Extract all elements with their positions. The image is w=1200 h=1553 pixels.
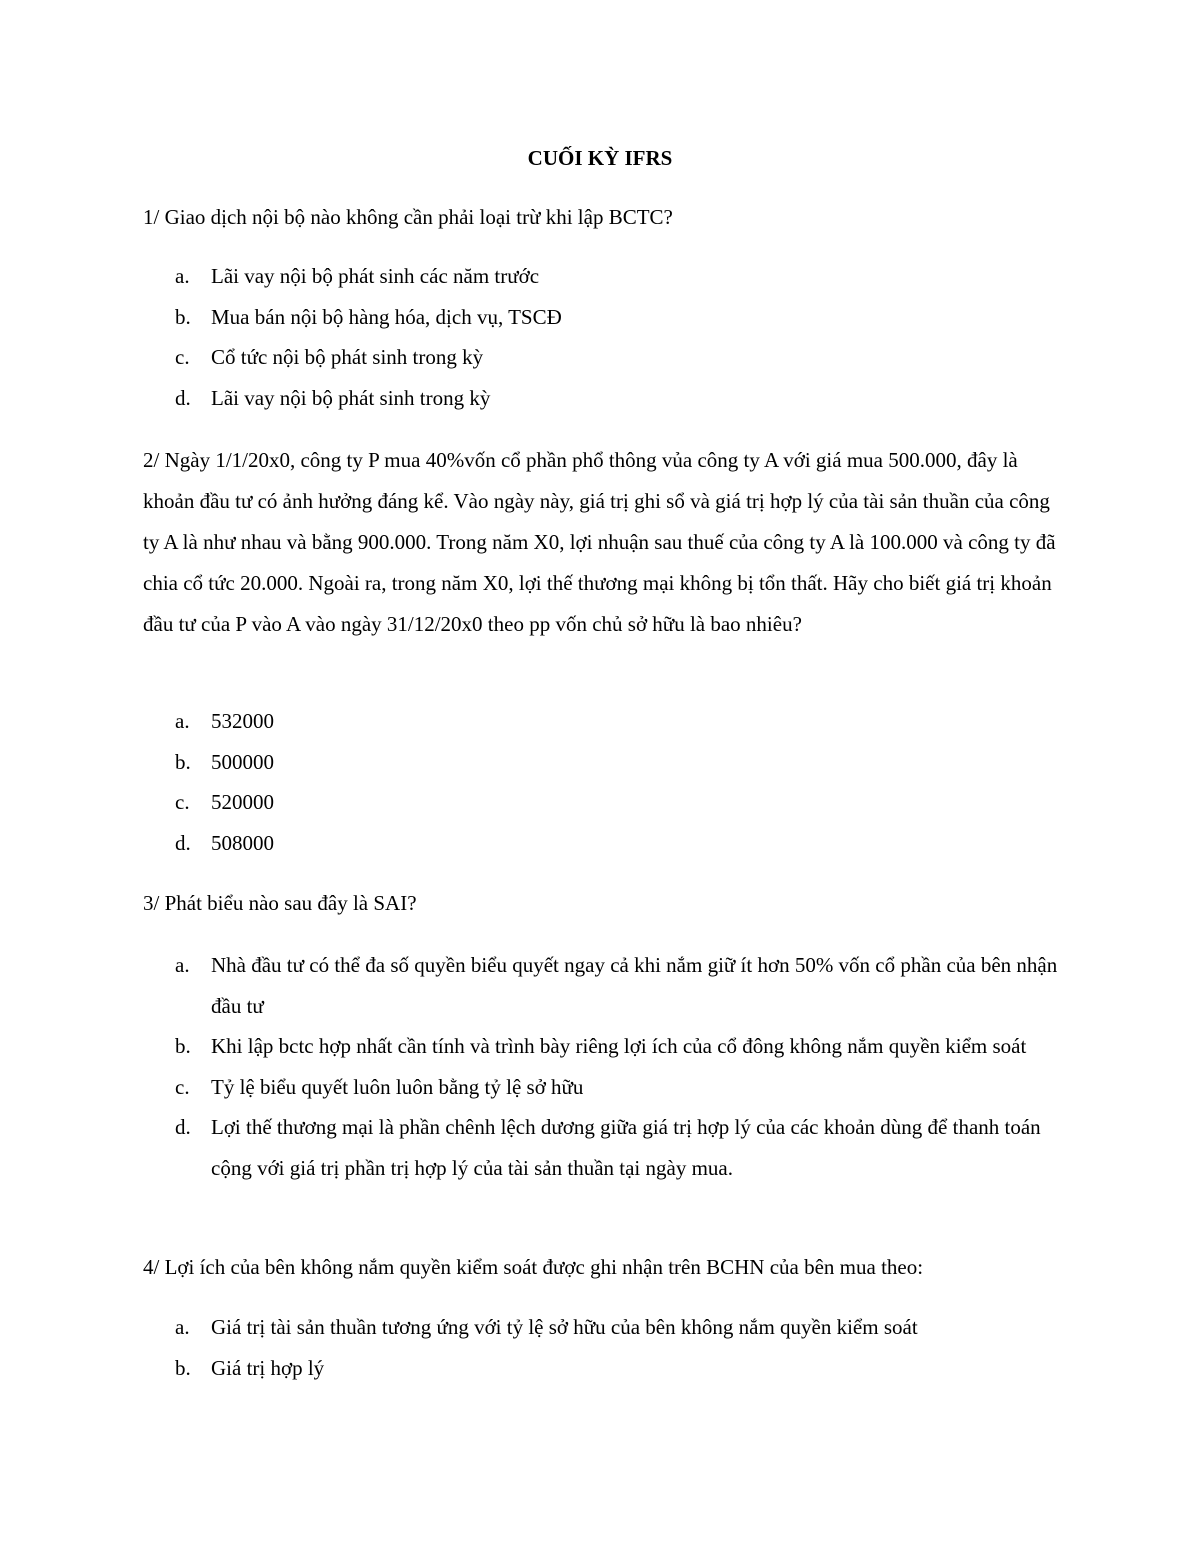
- option-1b: [143, 297, 1068, 338]
- option-letter: c.: [175, 1074, 190, 1099]
- question-1: 1/ Giao dịch nội bộ nào không cần phải loại trừ khi lập BCTC?: [143, 205, 673, 229]
- option-3a: [143, 945, 1068, 1026]
- question-2-options: [143, 701, 1068, 863]
- option-2d: [143, 823, 1068, 864]
- option-4b: [143, 1348, 1068, 1389]
- option-letter: a.: [175, 953, 190, 977]
- option-2c: [143, 782, 1068, 823]
- option-1c: [143, 337, 1068, 378]
- option-text: Mua bán nội bộ hàng hóa, dịch vụ, TSCĐ: [211, 304, 562, 329]
- option-letter: c.: [175, 345, 190, 369]
- option-text: 520000: [211, 790, 274, 814]
- option-3b: [143, 1026, 1068, 1067]
- option-text: Nhà đầu tư có thể đa số quyền biểu quyết ngay cả khi nắm giữ ít hơn 50% vốn cổ phần của bên nhận đầu tư: [211, 953, 1058, 1018]
- option-text: Lãi vay nội bộ phát sinh trong kỳ: [211, 385, 491, 410]
- question-3-options: [143, 945, 1068, 1188]
- option-text: 532000: [211, 709, 274, 733]
- question-2: 2/ Ngày 1/1/20x0, công ty P mua 40%vốn cổ phần phổ thông vủa công ty A với giá mua 500.000, đây là khoản đầu tư có ảnh hưởng đáng kể. Vào ngày này, giá trị ghi sổ và giá trị hợp lý của tài sản thuần của công ty A là như nhau và bằng 900.000. Trong năm X0, lợi nhuận sau thuế của công ty A là 100.000 và công ty đã chia cổ tức 20.000. Ngoài ra, trong năm X0, lợi thế thương mại không bị tổn thất. Hãy cho biết giá trị khoản đầu tư của P vào A vào ngày 31/12/20x0 theo pp vốn chủ sở hữu là bao nhiêu?: [143, 448, 1056, 636]
- question-1-options: [143, 256, 1068, 418]
- option-text: Cổ tức nội bộ phát sinh trong kỳ: [211, 345, 484, 369]
- option-text: Lợi thế thương mại là phần chênh lệch dương giữa giá trị hợp lý của các khoản dùng để thanh toán cộng với giá trị phần trị hợp lý của tài sản thuần tại ngày mua.: [211, 1115, 1041, 1180]
- option-text: Giá trị hợp lý: [211, 1355, 325, 1380]
- option-letter: b.: [175, 304, 191, 329]
- option-1a: [143, 256, 1068, 297]
- question-4: 4/ Lợi ích của bên không nắm quyền kiểm soát được ghi nhận trên BCHN của bên mua theo:: [143, 1255, 924, 1279]
- option-letter: a.: [175, 709, 190, 733]
- option-text: Lãi vay nội bộ phát sinh các năm trước: [211, 264, 540, 288]
- option-letter: b.: [175, 1034, 191, 1058]
- option-3c: [143, 1067, 1068, 1108]
- option-4a: [143, 1307, 1068, 1348]
- option-letter: a.: [175, 264, 190, 288]
- question-3: 3/ Phát biểu nào sau đây là SAI?: [143, 891, 417, 915]
- option-letter: d.: [175, 385, 191, 410]
- option-letter: a.: [175, 1315, 190, 1339]
- option-text: 500000: [211, 749, 274, 774]
- question-4-options: [143, 1307, 1068, 1388]
- option-letter: c.: [175, 790, 190, 814]
- option-text: 508000: [211, 830, 274, 855]
- option-text: Giá trị tài sản thuần tương ứng với tỷ lệ sở hữu của bên không nắm quyền kiểm soát: [211, 1315, 918, 1339]
- document-title: CUỐI KỲ IFRS: [527, 146, 673, 170]
- option-2b: [143, 742, 1068, 783]
- option-letter: d.: [175, 830, 191, 855]
- option-letter: d.: [175, 1115, 191, 1139]
- option-2a: [143, 701, 1068, 742]
- option-letter: b.: [175, 1355, 191, 1380]
- option-text: Khi lập bctc hợp nhất cần tính và trình bày riêng lợi ích của cổ đông không nắm quyền kiểm soát: [211, 1034, 1027, 1058]
- option-3d: [143, 1107, 1068, 1188]
- option-text: Tỷ lệ biểu quyết luôn luôn bằng tỷ lệ sở hữu: [211, 1074, 584, 1099]
- option-letter: b.: [175, 749, 191, 774]
- option-1d: [143, 378, 1068, 419]
